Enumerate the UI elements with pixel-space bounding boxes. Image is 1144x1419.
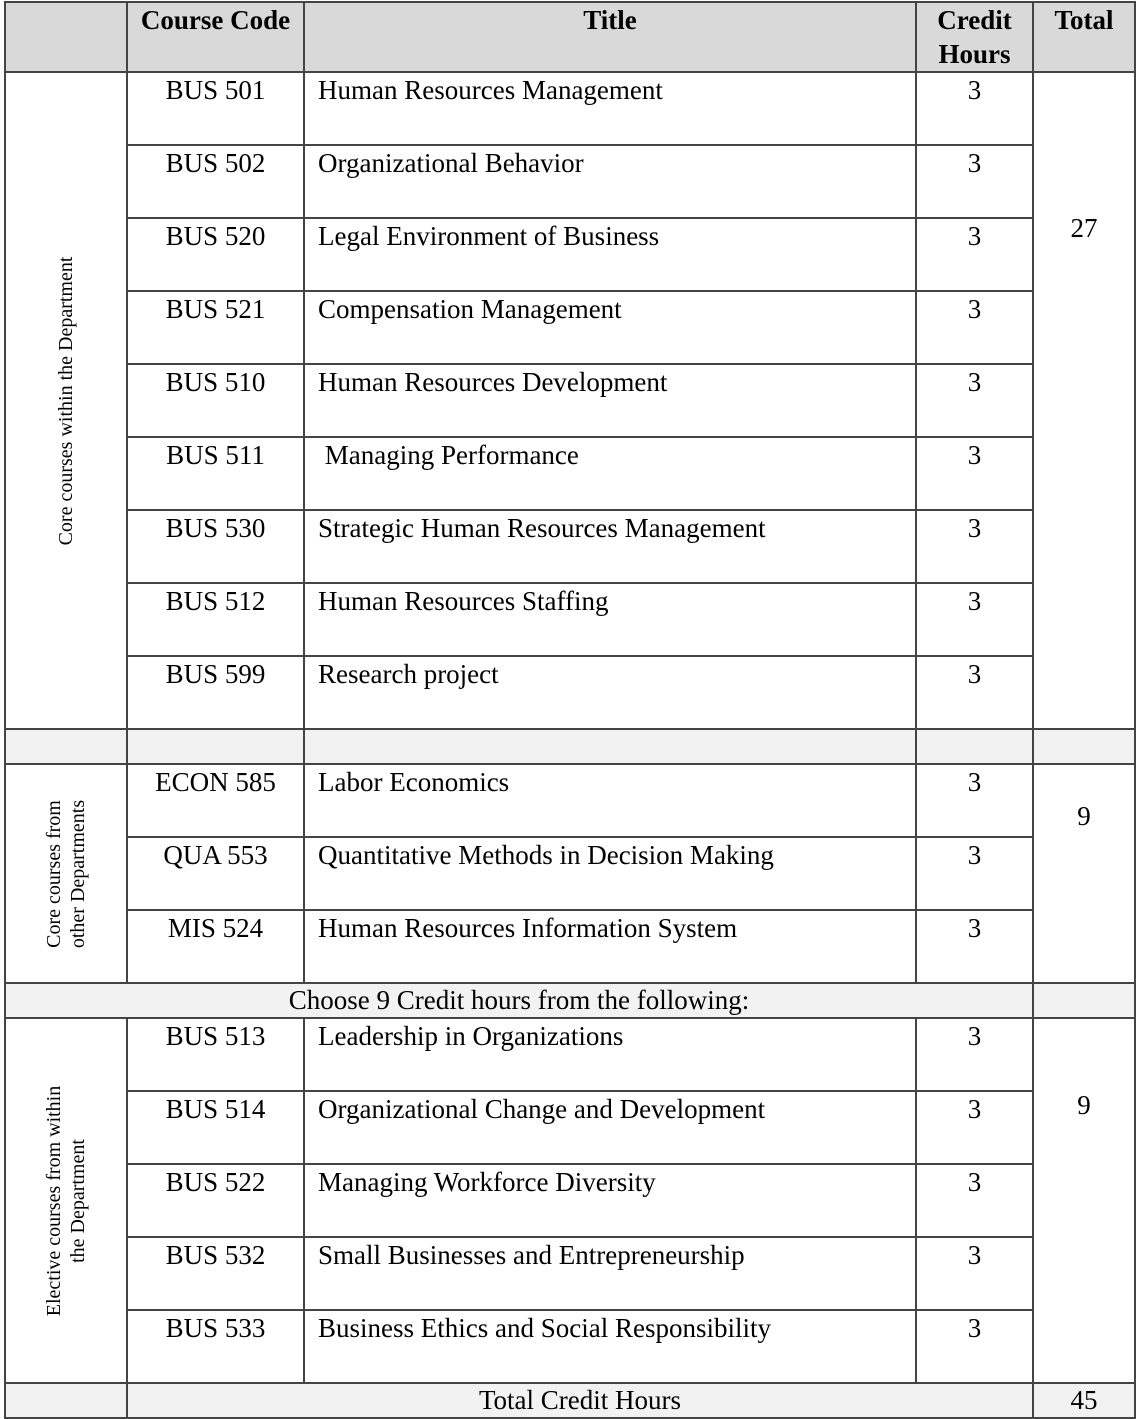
- course-code: BUS 533: [127, 1310, 304, 1383]
- course-credit: 3: [916, 1018, 1033, 1091]
- table-row: [5, 72, 1135, 145]
- course-title: Organizational Change and Development: [304, 1091, 916, 1164]
- table-row: [5, 764, 1135, 837]
- course-title: Labor Economics: [304, 764, 916, 837]
- separator-row: [5, 729, 1135, 764]
- course-code: BUS 514: [127, 1091, 304, 1164]
- table-row: [5, 1237, 1135, 1310]
- course-title: Human Resources Information System: [304, 910, 916, 983]
- category-label-line1: Elective courses from within: [43, 1085, 65, 1316]
- course-credit: 3: [916, 145, 1033, 218]
- category-label-line2: other Departments: [67, 799, 89, 948]
- course-credit: 3: [916, 1164, 1033, 1237]
- grand-total-row: [5, 1383, 1135, 1418]
- course-plan-table: [4, 1, 1136, 1419]
- course-credit: 3: [916, 656, 1033, 729]
- course-title: Business Ethics and Social Responsibility: [304, 1310, 916, 1383]
- course-title: Legal Environment of Business: [304, 218, 916, 291]
- course-credit: 3: [916, 1237, 1033, 1310]
- group-total: 9: [1033, 1018, 1135, 1383]
- table-row: [5, 218, 1135, 291]
- separator-cell: [916, 729, 1033, 764]
- course-code: BUS 510: [127, 364, 304, 437]
- course-credit: 3: [916, 583, 1033, 656]
- course-code: BUS 511: [127, 437, 304, 510]
- course-title: Managing Performance: [304, 437, 916, 510]
- elective-instruction: Choose 9 Credit hours from the following:: [5, 983, 1033, 1018]
- category-core-other-departments: [5, 764, 127, 983]
- grand-total-value: 45: [1033, 1383, 1135, 1418]
- course-title: Research project: [304, 656, 916, 729]
- course-code: MIS 524: [127, 910, 304, 983]
- course-title: Organizational Behavior: [304, 145, 916, 218]
- category-label: [42, 799, 90, 947]
- group-total: 27: [1033, 72, 1135, 729]
- separator-cell: [304, 729, 916, 764]
- course-credit: 3: [916, 72, 1033, 145]
- header-title: Title: [304, 2, 916, 72]
- header-total: Total: [1033, 2, 1135, 72]
- category-label: [42, 1085, 90, 1316]
- course-code: BUS 513: [127, 1018, 304, 1091]
- course-title: Quantitative Methods in Decision Making: [304, 837, 916, 910]
- course-code: ECON 585: [127, 764, 304, 837]
- course-title: Compensation Management: [304, 291, 916, 364]
- category-label-line2: the Department: [67, 1138, 89, 1263]
- table-row: [5, 656, 1135, 729]
- course-title: Managing Workforce Diversity: [304, 1164, 916, 1237]
- course-title: Human Resources Development: [304, 364, 916, 437]
- course-title: Leadership in Organizations: [304, 1018, 916, 1091]
- course-credit: 3: [916, 437, 1033, 510]
- table-row: [5, 1164, 1135, 1237]
- course-title: Small Businesses and Entrepreneurship: [304, 1237, 916, 1310]
- course-code: BUS 512: [127, 583, 304, 656]
- course-credit: 3: [916, 1310, 1033, 1383]
- separator-cell: [1033, 729, 1135, 764]
- grand-total-label: Total Credit Hours: [127, 1383, 1033, 1418]
- header-row: [5, 2, 1135, 72]
- course-code: BUS 522: [127, 1164, 304, 1237]
- course-code: BUS 520: [127, 218, 304, 291]
- group-total: 9: [1033, 764, 1135, 983]
- table-row: [5, 145, 1135, 218]
- table-row: [5, 364, 1135, 437]
- course-code: BUS 532: [127, 1237, 304, 1310]
- course-code: BUS 502: [127, 145, 304, 218]
- elective-instruction-row: [5, 983, 1135, 1018]
- table-row: [5, 1091, 1135, 1164]
- header-credit-hours: Credit Hours: [916, 2, 1033, 72]
- header-category: [5, 2, 127, 72]
- course-code: BUS 599: [127, 656, 304, 729]
- course-code: QUA 553: [127, 837, 304, 910]
- table-row: [5, 1310, 1135, 1383]
- table-row: [5, 1018, 1135, 1091]
- table-row: [5, 510, 1135, 583]
- separator-cell: [127, 729, 304, 764]
- course-title: Strategic Human Resources Management: [304, 510, 916, 583]
- category-core-within-department: [5, 72, 127, 729]
- category-label: Core courses within the Department: [55, 256, 77, 545]
- table-row: [5, 583, 1135, 656]
- course-title: Human Resources Management: [304, 72, 916, 145]
- course-credit: 3: [916, 837, 1033, 910]
- table-row: [5, 437, 1135, 510]
- table-row: [5, 910, 1135, 983]
- course-credit: 3: [916, 364, 1033, 437]
- course-code: BUS 521: [127, 291, 304, 364]
- course-code: BUS 530: [127, 510, 304, 583]
- course-credit: 3: [916, 510, 1033, 583]
- course-credit: 3: [916, 764, 1033, 837]
- header-course-code: Course Code: [127, 2, 304, 72]
- course-title: Human Resources Staffing: [304, 583, 916, 656]
- course-credit: 3: [916, 1091, 1033, 1164]
- grand-total-blank: [5, 1383, 127, 1418]
- course-credit: 3: [916, 291, 1033, 364]
- course-credit: 3: [916, 218, 1033, 291]
- separator-cell: [5, 729, 127, 764]
- elective-instruction-blank: [1033, 983, 1135, 1018]
- category-electives-within-department: [5, 1018, 127, 1383]
- table-row: [5, 837, 1135, 910]
- course-credit: 3: [916, 910, 1033, 983]
- course-code: BUS 501: [127, 72, 304, 145]
- table-row: [5, 291, 1135, 364]
- category-label-line1: Core courses from: [43, 799, 65, 948]
